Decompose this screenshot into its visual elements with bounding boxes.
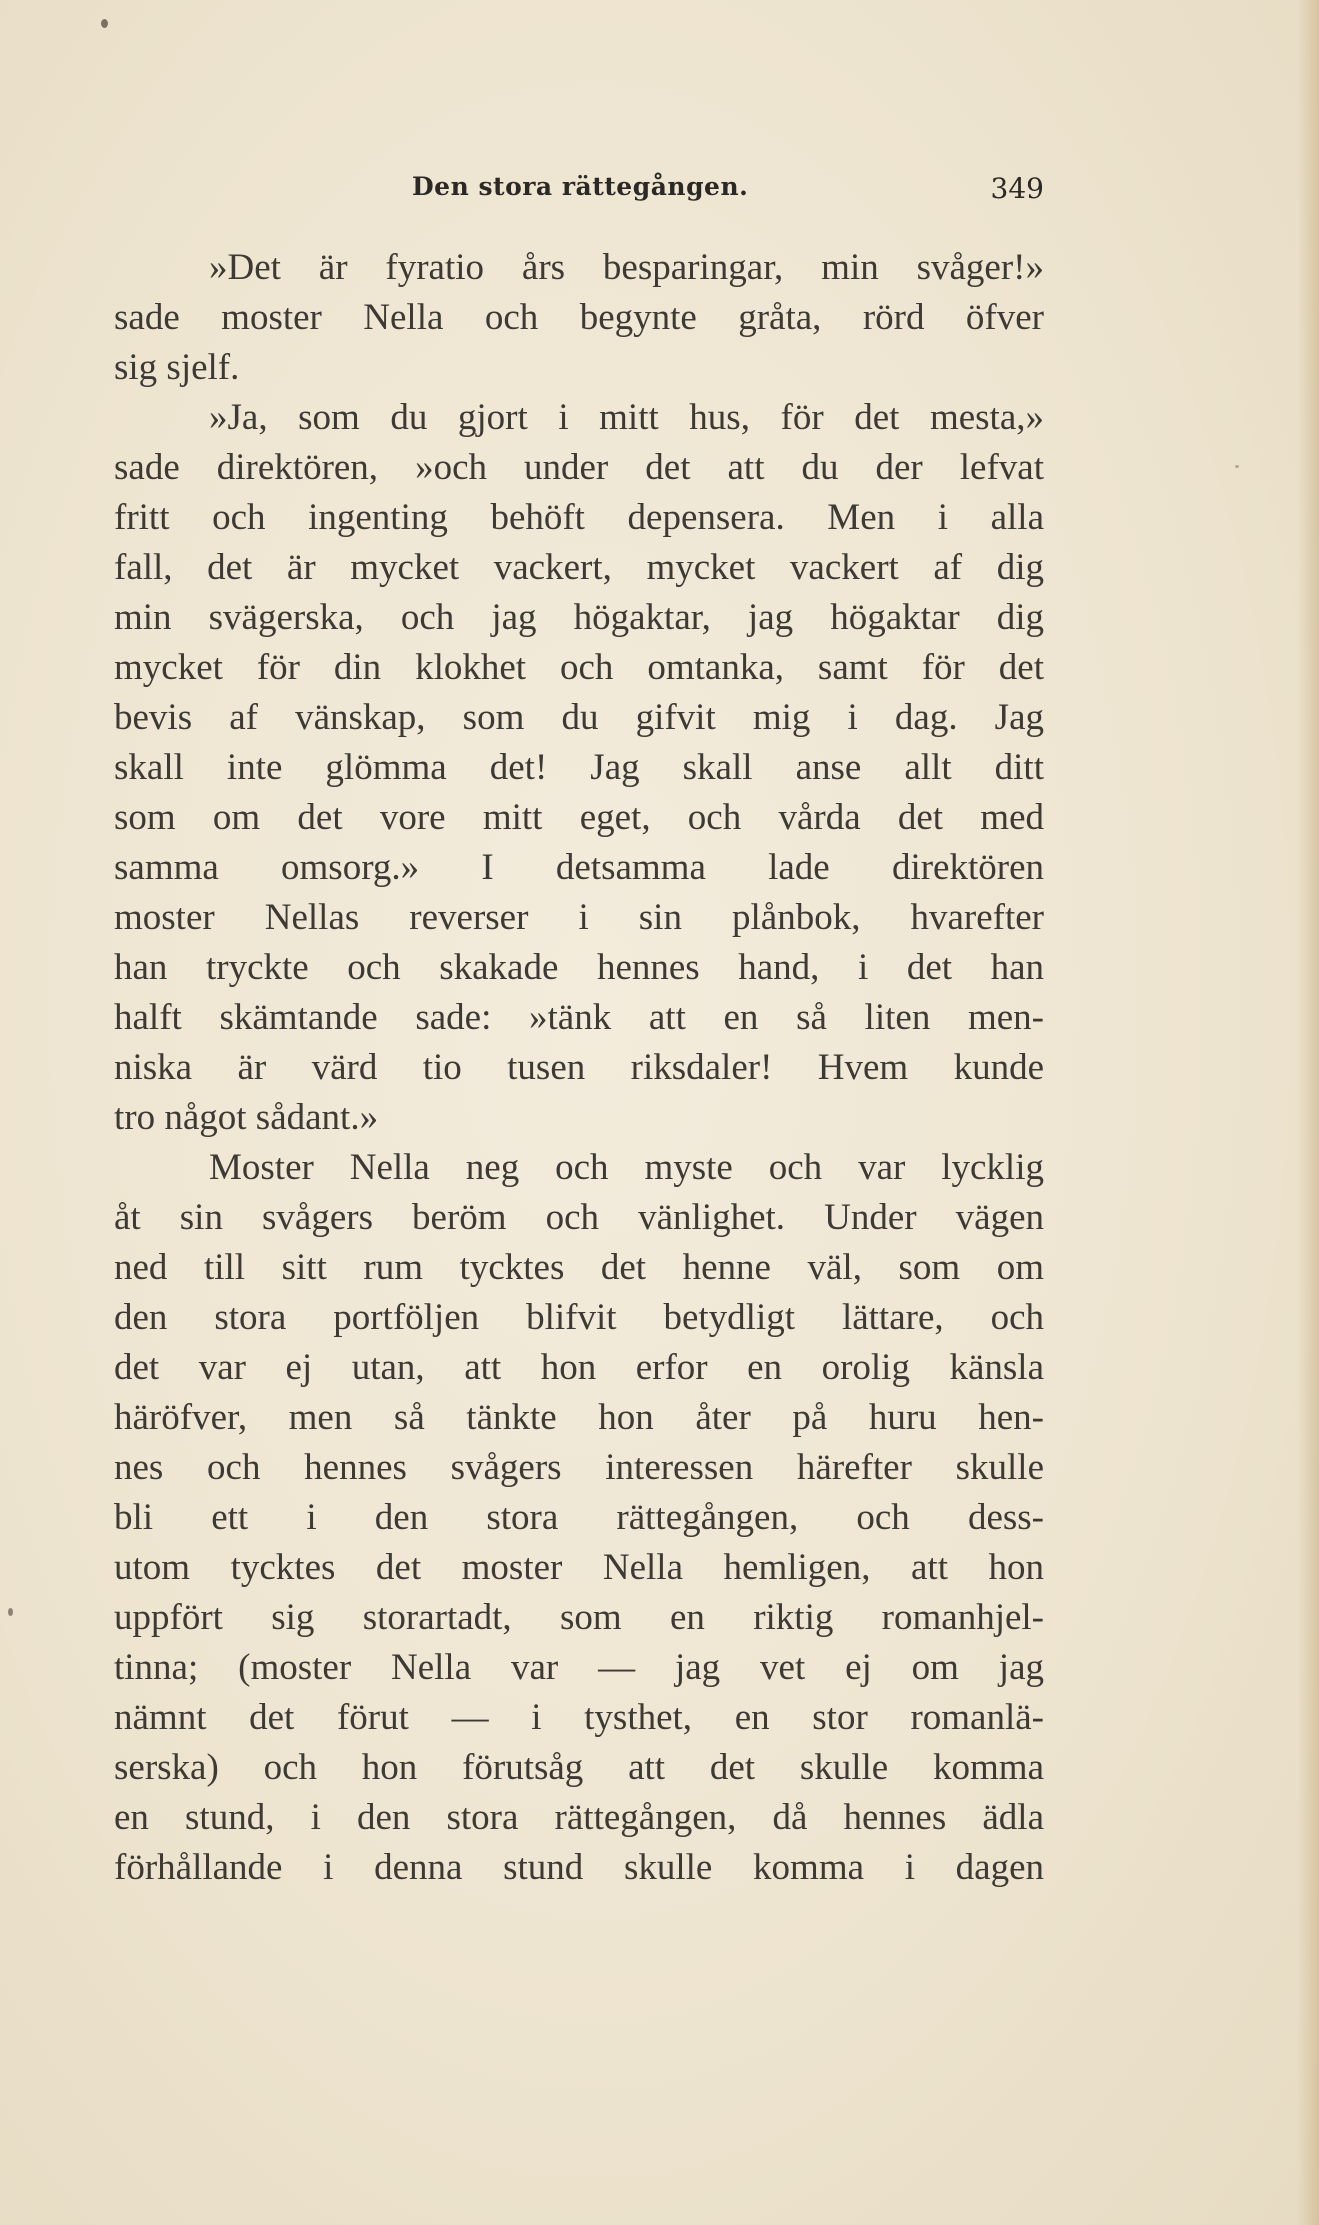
text-line: fall, det är mycket vackert, mycket vackert af dig [114,547,1044,588]
page-number: 349 [990,172,1044,205]
text-line: utom tycktes det moster Nella hemligen, att hon [114,1547,1044,1588]
text-line: bli ett i den stora rättegången, och dess- [114,1497,1044,1538]
text-line: halft skämtande sade: »tänk att en så liten men- [114,997,1044,1038]
paper-speck [101,19,108,28]
text-line: nämnt det förut — i tysthet, en stor romanlä- [114,1697,1044,1738]
text-line: niska är värd tio tusen riksdaler! Hvem kunde [114,1047,1044,1088]
text-line: åt sin svågers beröm och vänlighet. Under vägen [114,1197,1044,1238]
running-head [0,172,1319,212]
body-text [114,243,1044,1893]
text-line: nes och hennes svågers interessen härefter skulle [114,1447,1044,1488]
text-line: den stora portföljen blifvit betydligt lättare, och [114,1297,1044,1338]
text-line: häröfver, men så tänkte hon åter på huru hen- [114,1397,1044,1438]
paper-speck [8,1608,13,1616]
text-line: tinna; (moster Nella var — jag vet ej om jag [114,1647,1044,1688]
text-line: det var ej utan, att hon erfor en orolig känsla [114,1347,1044,1388]
text-line: uppfört sig storartadt, som en riktig romanhjel- [114,1597,1044,1638]
text-line: fritt och ingenting behöft depensera. Men i alla [114,497,1044,538]
text-line: moster Nellas reverser i sin plånbok, hvarefter [114,897,1044,938]
text-line: förhållande i denna stund skulle komma i dagen [114,1847,1044,1888]
text-line: bevis af vänskap, som du gifvit mig i dag. Jag [114,697,1044,738]
text-line: sade moster Nella och begynte gråta, rörd öfver [114,297,1044,338]
text-line: »Det är fyratio års besparingar, min svåger!» [209,247,1044,288]
text-line: min svägerska, och jag högaktar, jag högaktar dig [114,597,1044,638]
text-line: en stund, i den stora rättegången, då hennes ädla [114,1797,1044,1838]
text-line: »Ja, som du gjort i mitt hus, för det mesta,» [209,397,1044,438]
text-line: serska) och hon förutsåg att det skulle komma [114,1747,1044,1788]
text-line: skall inte glömma det! Jag skall anse allt ditt [114,747,1044,788]
text-line: som om det vore mitt eget, och vårda det med [114,797,1044,838]
text-line: samma omsorg.» I detsamma lade direktören [114,847,1044,888]
running-title: Den stora rättegången. [412,172,749,201]
page-edge-shadow [1297,0,1319,2225]
paper-speck [1235,465,1239,468]
text-line: sade direktören, »och under det att du der lefvat [114,447,1044,488]
text-line: ned till sitt rum tycktes det henne väl, som om [114,1247,1044,1288]
text-line: han tryckte och skakade hennes hand, i det han [114,947,1044,988]
text-line: tro något sådant.» [114,1097,379,1138]
text-line: mycket för din klokhet och omtanka, samt för det [114,647,1044,688]
text-line: Moster Nella neg och myste och var lycklig [209,1147,1044,1188]
text-line: sig sjelf. [114,347,240,388]
